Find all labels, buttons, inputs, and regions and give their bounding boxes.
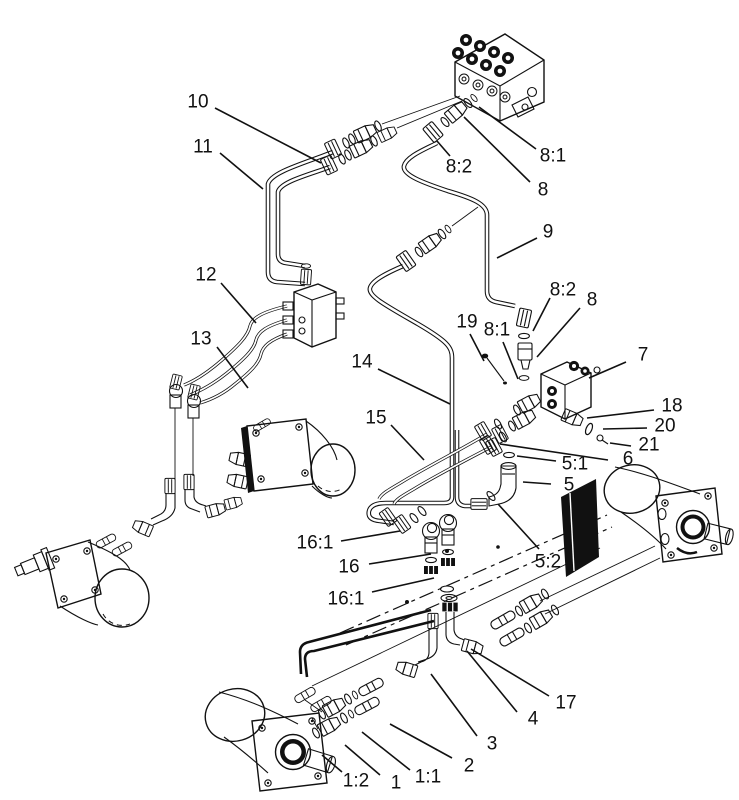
callout-leader-8-top [464,117,530,182]
callout-label-1-2: 1:2 [342,770,370,792]
callout-leader-15 [391,425,424,460]
callout-label-5-2: 5:2 [534,551,562,573]
callout-leader-13 [217,347,248,388]
callout-leader-5-1 [517,456,556,461]
callout-leader-8-2-top [437,141,450,156]
control-valve [452,34,544,121]
callouts-layer [187,92,682,794]
callout-label-19: 19 [456,311,478,333]
callout-label-6: 6 [622,448,634,470]
callout-leader-2 [390,724,452,758]
callout-leader-19 [470,334,484,361]
callout-label-7: 7 [637,344,649,366]
callout-label-5: 5 [563,474,575,496]
elbows-3-4 [395,612,483,678]
callout-label-5-1: 5:1 [561,453,589,475]
callout-label-9: 9 [542,221,554,243]
callout-leader-14 [378,369,450,404]
callout-leader-8-mid [537,308,580,357]
callout-leader-16-1-b [372,578,434,592]
lower-elbow-fittings [132,474,243,537]
callout-leader-10 [215,108,321,163]
wheel-motor-right [599,459,735,562]
connector-8 [518,343,532,369]
callout-label-18: 18 [661,395,683,417]
wheel-motor-left [12,533,149,627]
callout-label-14: 14 [351,351,373,373]
callout-leader-1-1 [362,732,410,770]
callout-leader-6 [500,444,608,460]
callout-label-8-2-top: 8:2 [445,156,473,178]
callout-leader-4 [467,651,517,712]
callout-label-11: 11 [193,136,213,158]
callout-label-13: 13 [190,328,212,350]
callout-label-10: 10 [187,91,209,113]
callout-label-16: 16 [338,556,360,578]
callout-label-8-1-top: 8:1 [539,145,567,167]
callout-leader-20 [603,428,647,429]
callout-label-8-1-mid: 8:1 [483,319,511,341]
fittings-hose-10-11 [320,120,398,175]
hose-10-11 [268,96,462,284]
callout-leader-8-1-mid [503,342,518,379]
washer-20 [584,422,594,435]
callout-label-12: 12 [195,264,217,286]
frame-bar-end [300,610,434,677]
callout-leader-8-2-mid [533,298,550,331]
valve-block-12 [283,264,344,347]
callout-label-21: 21 [638,434,660,456]
screw-21 [597,435,608,444]
callout-label-8-mid: 8 [586,289,598,311]
callout-label-15: 15 [365,407,387,429]
callout-leader-8-1-top [479,107,536,149]
callout-leader-17 [471,649,549,696]
callout-leader-18 [587,410,654,418]
wheel-motor-middle [226,418,355,498]
fittings-hose-14-top [396,207,478,272]
callout-leader-16-1-a [341,531,400,541]
elbow-5 [471,452,516,509]
callout-label-16-1-a: 16:1 [296,532,334,554]
fittings-8-top [423,93,479,142]
callout-label-8-2-mid: 8:2 [549,279,577,301]
callout-leader-21 [610,443,631,446]
callout-label-17: 17 [555,692,577,714]
fittings-1-2-chain [305,677,385,739]
callout-leader-5-2 [498,504,539,549]
callout-label-2: 2 [463,755,475,777]
screw-19 [482,354,507,385]
callout-leader-11 [220,153,263,189]
callout-leader-16 [369,554,431,564]
callout-leader-5 [523,482,551,484]
callout-label-1: 1 [390,772,402,794]
callout-label-3: 3 [486,733,498,755]
callout-label-4: 4 [527,708,539,730]
wheel-motor-bottom [199,682,337,791]
callout-label-16-1-b: 16:1 [327,588,365,610]
callout-leader-12 [221,283,256,323]
callout-label-20: 20 [654,415,676,437]
hose-11 [278,167,330,266]
callout-leader-9 [497,238,537,258]
callout-label-1-1: 1:1 [414,766,442,788]
callout-leader-3 [431,674,477,736]
callout-label-8-top: 8 [537,179,549,201]
